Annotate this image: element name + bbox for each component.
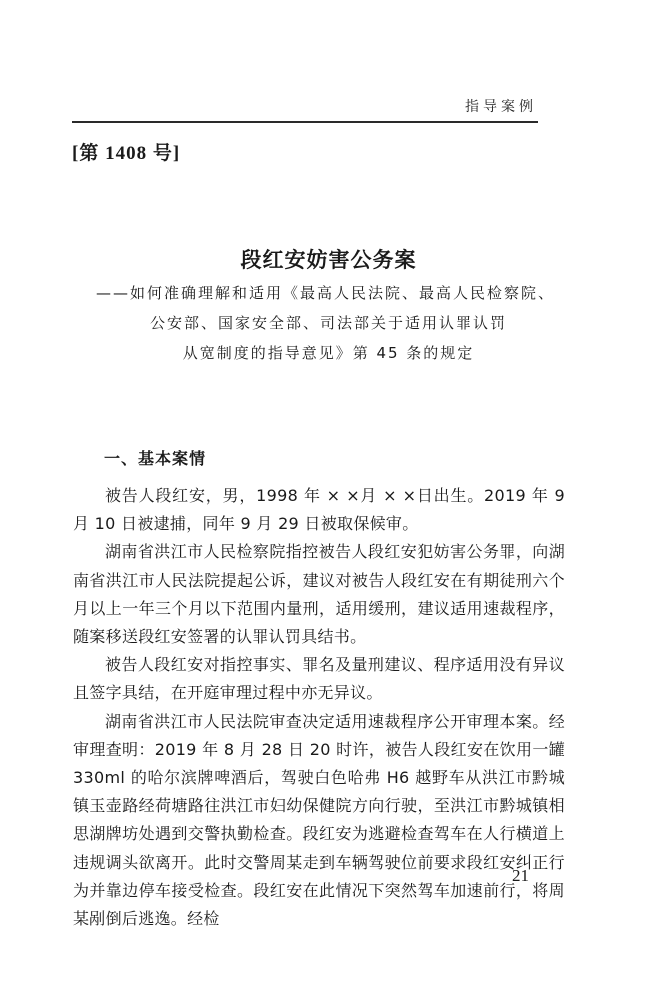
subtitle-line: 从宽制度的指导意见》第 45 条的规定 — [182, 344, 475, 362]
header-rule — [72, 121, 538, 123]
paragraph: 湖南省洪江市人民法院审查决定适用速裁程序公开审理本案。经审理查明：2019 年 8 月 28 日 20 时许，被告人段红安在饮用一罐 330ml 的哈尔滨牌啤酒后，驾驶白色哈弗 H6 越野车从洪江市黔城镇玉壶路经荷塘路往洪江市妇幼保健院方向行驶，至洪江市黔城镇相思湖牌坊处遇到交警执勤检查。段红安为逃避检查驾车在人行横道上违规调头欲离开。此时交警周某走到车辆驾驶位前要求段红安纠正行为并靠边停车接受检查。段红安在此情况下突然驾车加速前行，将周某剐倒后逃逸。经检 — [73, 711, 565, 929]
case-title: 段红安妨害公务案 — [240, 247, 417, 272]
paragraph: 被告人段红安，男，1998 年 × ×月 × ×日出生。2019 年 9 月 10 日被逮捕，同年 9 月 29 日被取保候审。 — [73, 486, 565, 534]
subtitle-line: 公安部、国家安全部、司法部关于适用认罪认罚 — [149, 314, 507, 332]
subtitle-line: ——如何准确理解和适用《最高人民法院、最高人民检察院、 — [95, 284, 555, 302]
case-number: [第 1408 号] — [72, 143, 181, 164]
body-text — [73, 482, 565, 933]
section-heading: 一、基本案情 — [104, 449, 207, 468]
running-head: 指导案例 — [465, 99, 537, 115]
paragraph: 湖南省洪江市人民检察院指控被告人段红安犯妨害公务罪，向湖南省洪江市人民法院提起公诉，建议对被告人段红安在有期徒刑六个月以上一年三个月以下范围内量刑，适用缓刑，建议适用速裁程序，随案移送段红安签署的认罪认罚具结书。 — [73, 542, 565, 647]
paragraph: 被告人段红安对指控事实、罪名及量刑建议、程序适用没有异议且签字具结，在开庭审理过程中亦无异议。 — [73, 655, 565, 703]
page-number: 21 — [512, 866, 529, 885]
